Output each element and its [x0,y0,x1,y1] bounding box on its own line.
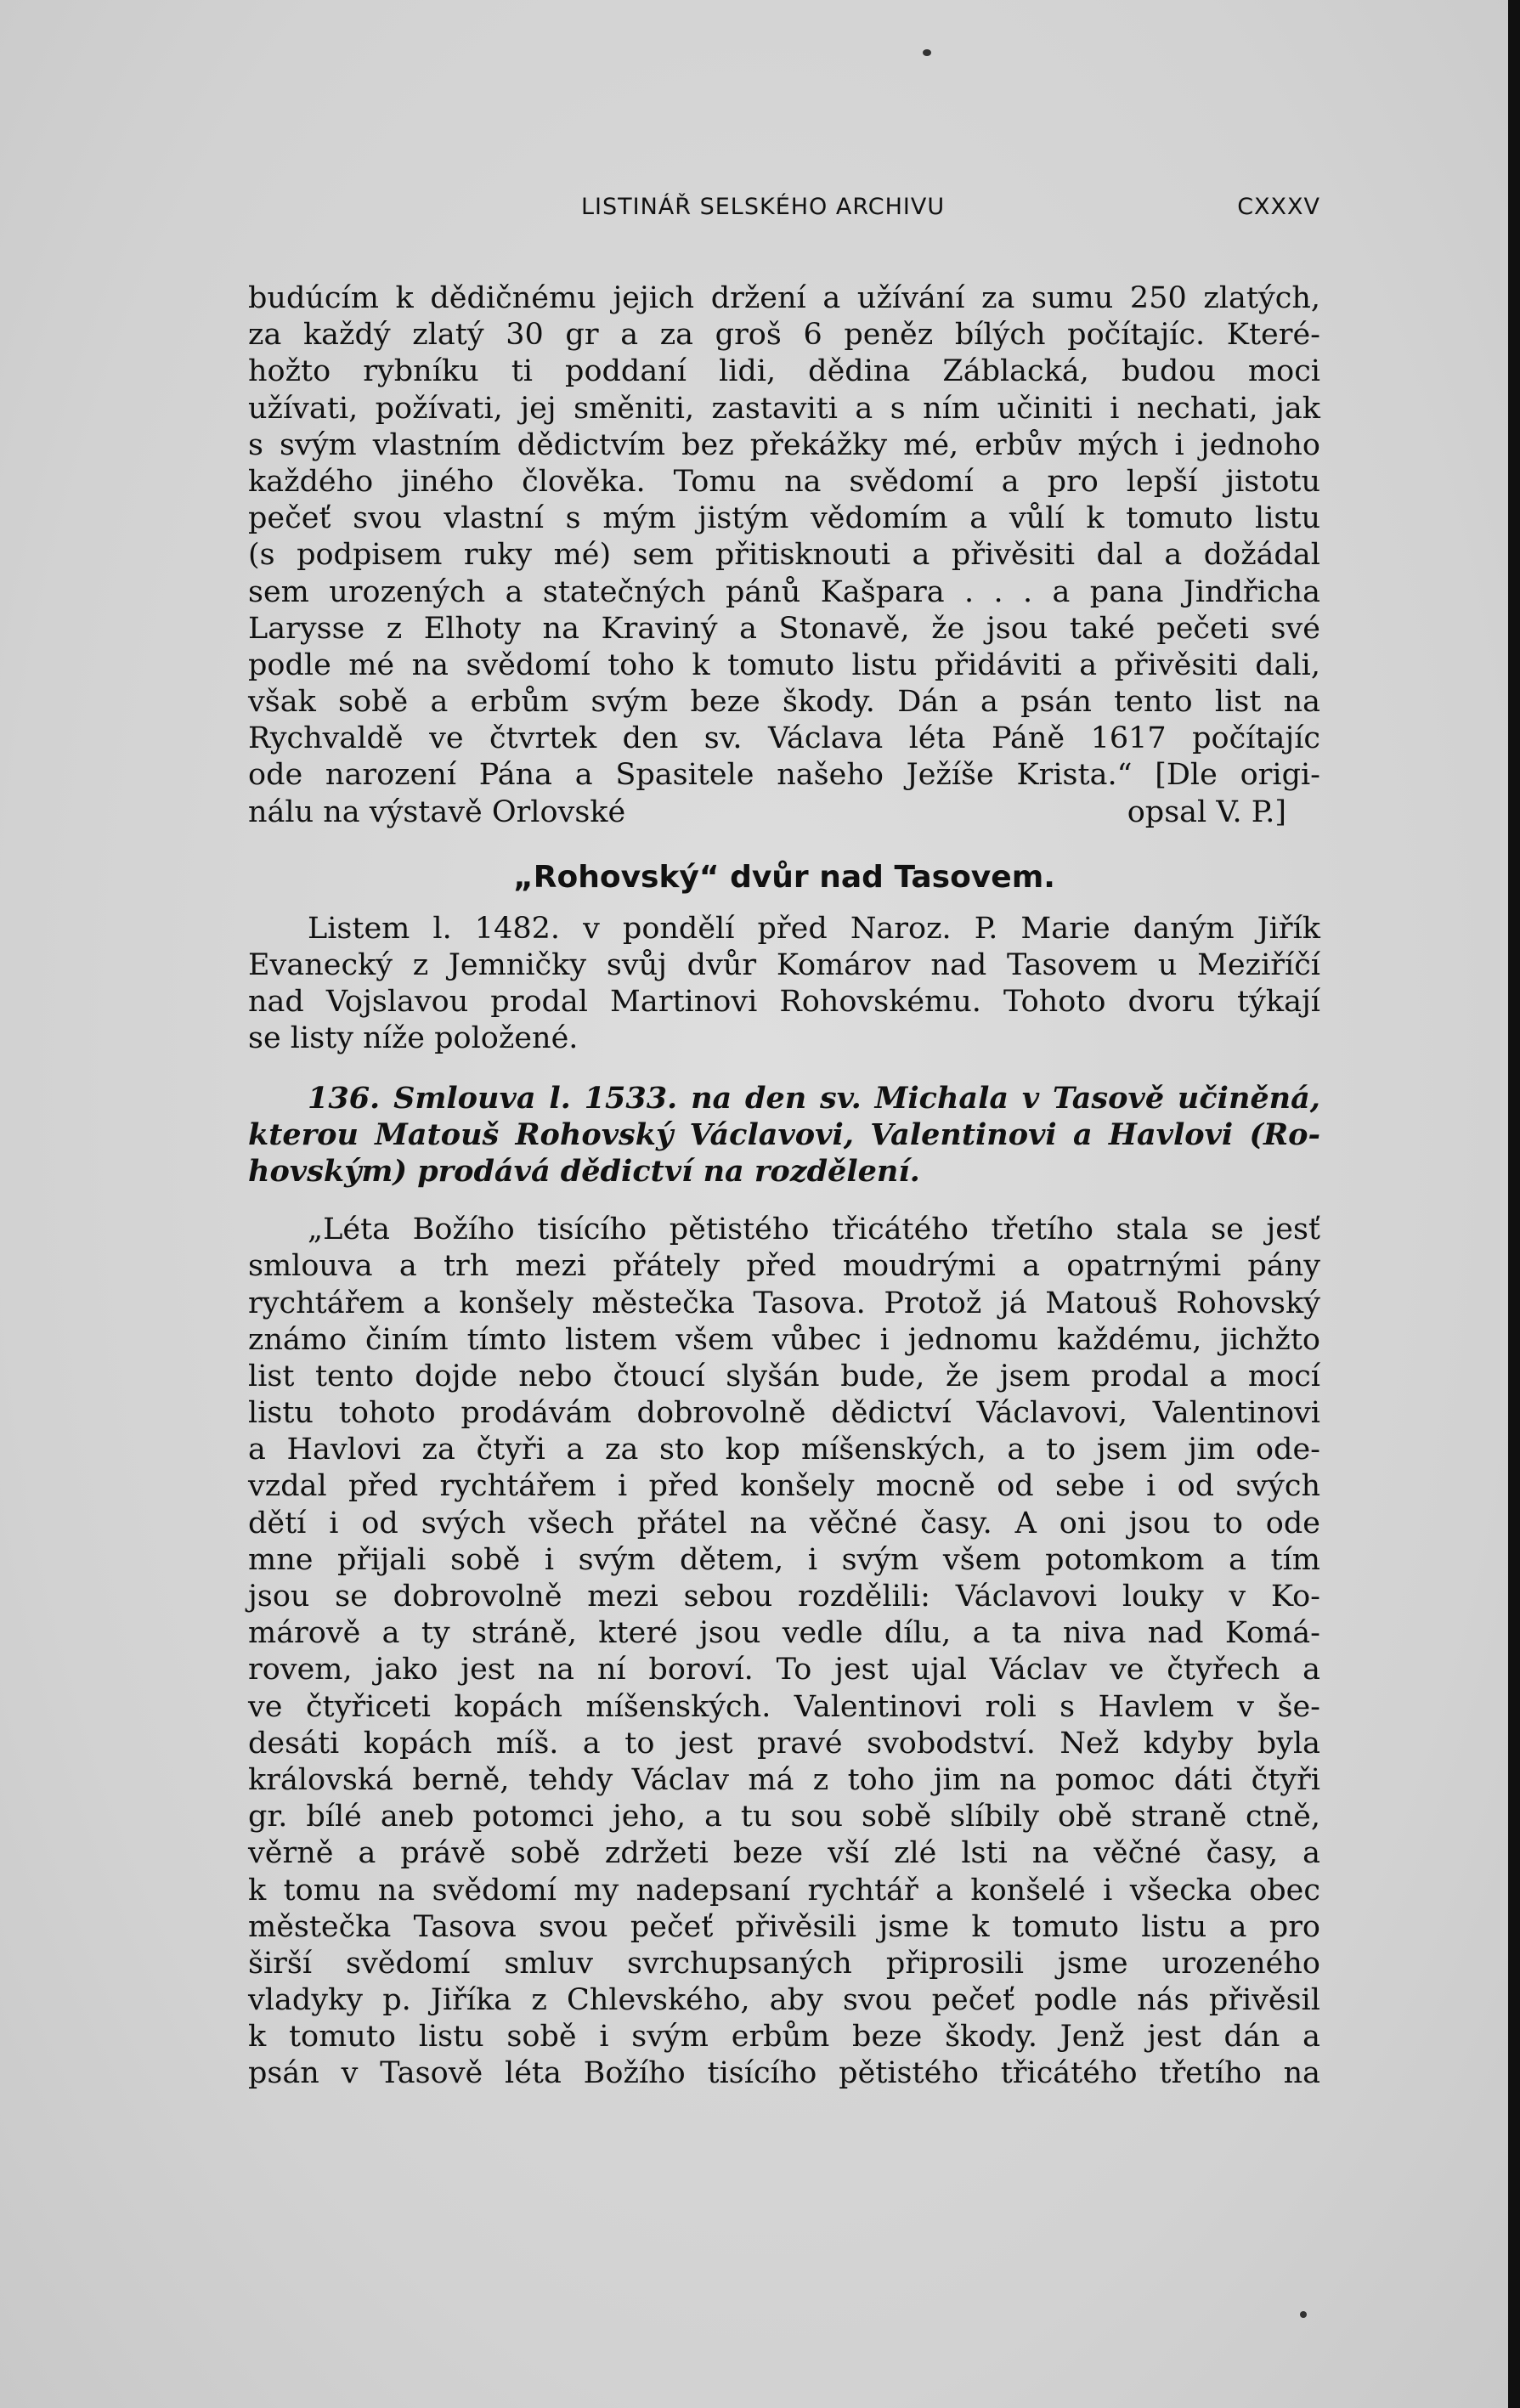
text-line: podle mé na svědomí toho k tomuto listu přidáviti a přivěsiti dali, [248,647,1320,682]
text-line: užívati, požívati, jej směniti, zastaviti a s ním učiniti i nechati, jak [248,391,1320,426]
text-line: však sobě a erbům svým beze škody. Dán a psán tento list na [248,685,1320,720]
text-line: rychtářem a konšely městečka Tasova. Protož já Matouš Rohovský [248,1286,1320,1320]
text-line: (s podpisem ruky mé) sem přitisknouti a přivěsiti dal a dožádal [248,538,1320,573]
paragraph-gap [248,1058,1320,1080]
document-title-136 [248,1080,1320,1190]
text-line: s svým vlastním dědictvím bez překážky mé, erbův mých i jednoho [248,427,1320,462]
copyist-note: opsal V. P.] [1127,794,1286,829]
text-line: smlouva a trh mezi přátely před moudrými a opatrnými pány [248,1249,1320,1284]
text-line: známo činím tímto listem všem vůbec i jednomu každému, jichžto [248,1322,1320,1357]
source-note-line [248,794,1320,831]
text-line: 136. Smlouva l. 1533. na den sv. Michala v Tasově učiněná, [308,1080,1320,1116]
text-line: hožto rybníku ti poddaní lidi, dědina Záblacká, budou moci [248,354,1320,389]
text-line: psán v Tasově léta Božího tisícího pětistého třicátého třetího na [248,2056,1320,2091]
section-intro [248,911,1320,1058]
document-body-136 [248,1212,1320,2093]
text-line: královská berně, tehdy Václav má z toho jim na pomoc dáti čtyři [248,1762,1320,1797]
text-line: a Havlovi za čtyři a za sto kop míšenských, a to jsem jim ode- [248,1433,1320,1467]
text-line: širší svědomí smluv svrchupsaných připrosili jsme urozeného [248,1946,1320,1981]
section-heading: „Rohovský“ dvůr nad Tasovem. [513,859,1055,895]
paragraph-gap [248,1190,1320,1212]
text-line: listu tohoto prodávám dobrovolně dědictví Václavovi, Valentinovi [248,1396,1320,1431]
text-line: ve čtyřiceti kopách míšenských. Valentinovi roli s Havlem v še- [248,1689,1320,1724]
text-line: každého jiného člověka. Tomu na svědomí a pro lepší jistotu [248,464,1320,499]
running-header [248,194,1320,228]
text-line: sem urozených a statečných pánů Kašpara . . . a pana Jindřicha [248,574,1320,609]
text-line: hovským) prodává dědictví na rozdělení. [248,1153,920,1189]
text-line: vzdal před rychtářem i před konšely mocně od sebe i od svých [248,1469,1320,1504]
scan-speck [923,49,931,56]
text-line: nad Vojslavou prodal Martinovi Rohovskému. Tohoto dvoru týkají [248,985,1320,1020]
text-line: ode narození Pána a Spasitele našeho Ježíše Krista.“ [Dle origi- [248,758,1320,793]
text-line: kterou Matouš Rohovský Václavovi, Valentinovi a Havlovi (Ro- [248,1116,1320,1152]
source-note: nálu na výstavě Orlovské [248,794,626,829]
text-line: vladyky p. Jiříka z Chlevského, aby svou pečeť podle nás přivěsil [248,1983,1320,2018]
text-line: mne přijali sobě i svým dětem, i svým všem potomkom a tím [248,1542,1320,1577]
text-line: Rychvaldě ve čtvrtek den sv. Václava léta Páně 1617 počítajíc [248,721,1320,756]
page-content [248,280,1320,2093]
text-line: márově a ty stráně, které jsou vedle dílu, a ta niva nad Komá- [248,1616,1320,1651]
text-line: městečka Tasova svou pečeť přivěsili jsme k tomuto listu a pro [248,1909,1320,1944]
scan-speck [1300,2311,1307,2318]
text-line: dětí i od svých všech přátel na věčné časy. A oni jsou to ode [248,1506,1320,1540]
text-line: pečeť svou vlastní s mým jistým vědomím a vůlí k tomuto listu [248,501,1320,536]
text-line: „Léta Božího tisícího pětistého třicátého třetího stala se jesť [308,1212,1320,1247]
text-line: k tomu na svědomí my nadepsaní rychtář a konšelé i všecka obec [248,1873,1320,1908]
text-line: k tomuto listu sobě i svým erbům beze škody. Jenž jest dán a [248,2020,1320,2055]
text-line: se listy níže položené. [248,1021,579,1056]
text-line: rovem, jako jest na ní boroví. To jest ujal Václav ve čtyřech a [248,1653,1320,1687]
text-line: Larysse z Elhoty na Kraviný a Stonavě, že jsou také pečeti své [248,611,1320,646]
header-title: LISTINÁŘ SELSKÉHO ARCHIVU [581,194,946,220]
text-line: Listem l. 1482. v pondělí před Naroz. P. Marie daným Jiřík [308,911,1320,946]
scan-edge [1508,0,1520,2408]
text-line: gr. bílé aneb potomci jeho, a tu sou sobě slíbily obě straně ctně, [248,1800,1320,1834]
text-line: budúcím k dědičnému jejich držení a užívání za sumu 250 zlatých, [248,281,1320,315]
text-line: věrně a právě sobě zdržeti beze vší zlé lsti na věčné časy, a [248,1836,1320,1871]
text-line: desáti kopách míš. a to jest pravé svobodství. Než kdyby byla [248,1726,1320,1761]
text-line: jsou se dobrovolně mezi sebou rozdělili: Václavovi louky v Ko- [248,1580,1320,1614]
charter-text-continued [248,280,1320,831]
page-number: CXXXV [1237,194,1320,220]
text-line: Evanecký z Jemničky svůj dvůr Komárov nad Tasovem u Meziříčí [248,948,1320,982]
text-line: list tento dojde nebo čtoucí slyšán bude, že jsem prodal a mocí [248,1359,1320,1393]
text-line: za každý zlatý 30 gr a za groš 6 peněz bílých počítajíc. Které- [248,318,1320,353]
